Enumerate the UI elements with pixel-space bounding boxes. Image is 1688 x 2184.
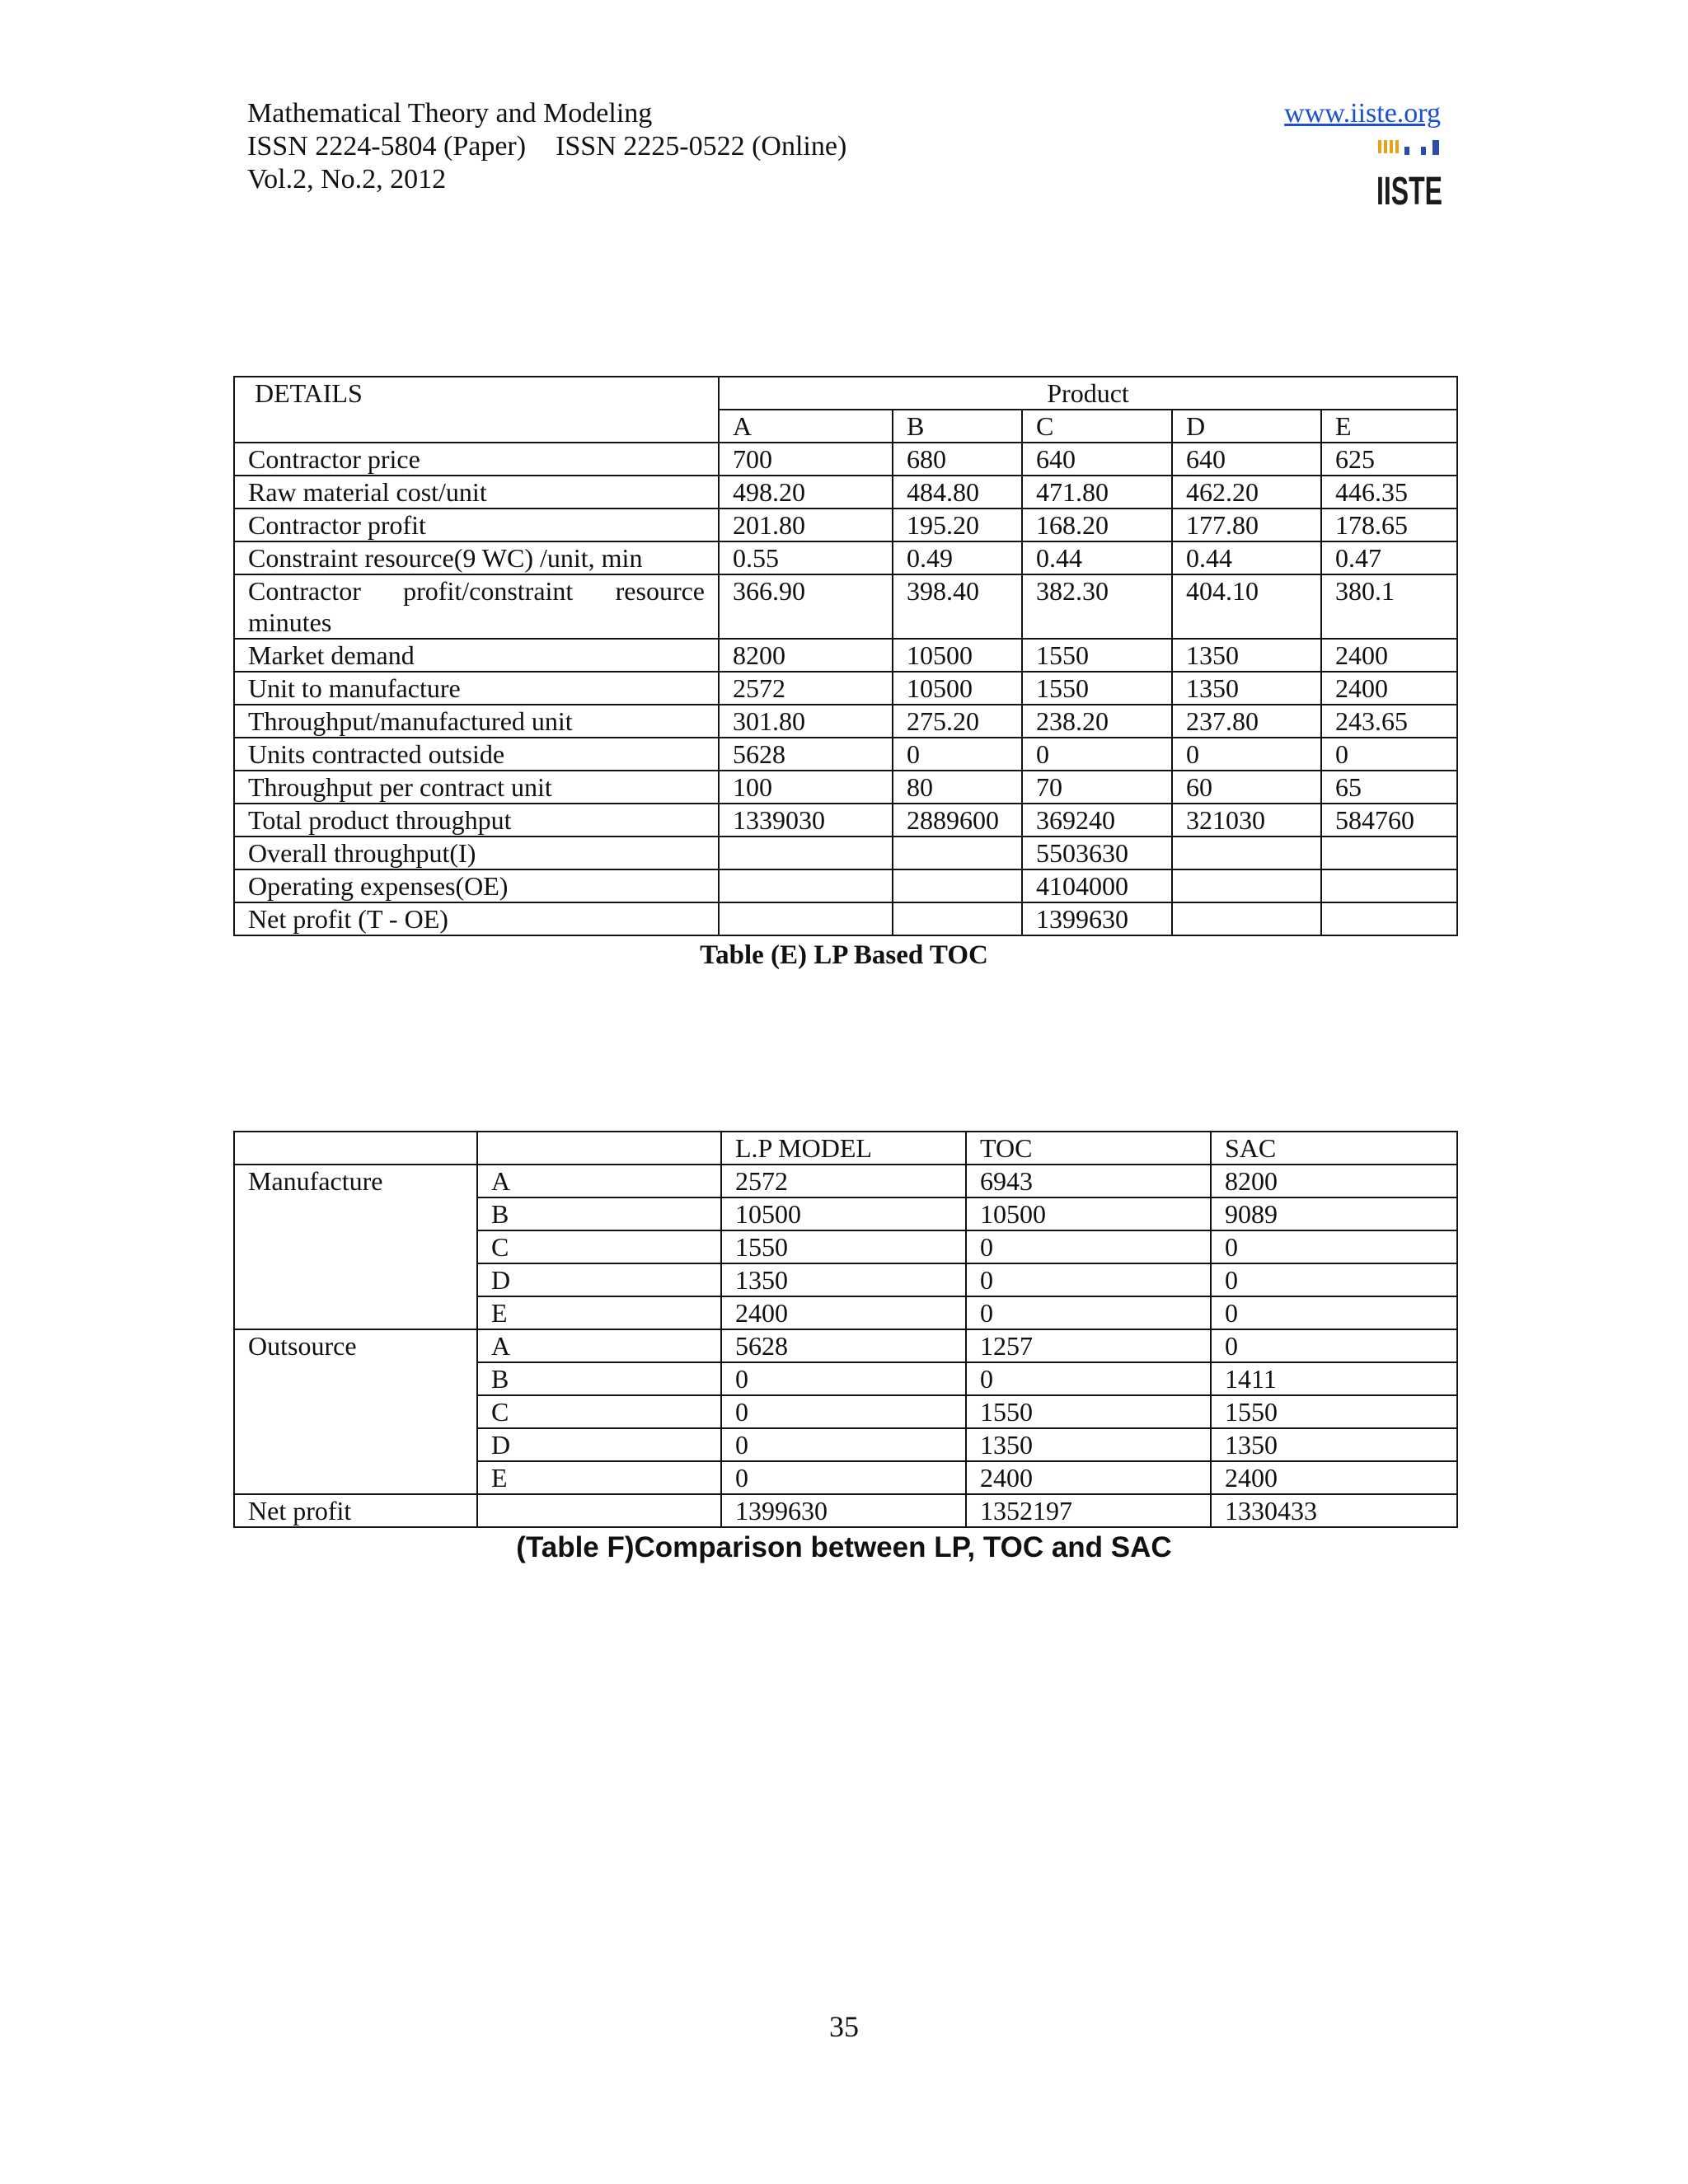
table-cell: 1550 xyxy=(1022,672,1172,705)
table-cell: 484.80 xyxy=(893,476,1022,509)
comparison-table xyxy=(233,1131,1458,1528)
table-cell: 2889600 xyxy=(893,804,1022,837)
table-cell: 462.20 xyxy=(1172,476,1321,509)
table-cell: 6943 xyxy=(966,1165,1211,1197)
table-cell: 404.10 xyxy=(1172,574,1321,639)
table-cell: 1350 xyxy=(1172,672,1321,705)
table-cell: 1350 xyxy=(721,1263,966,1296)
table-cell xyxy=(719,869,893,902)
row-label: Raw material cost/unit xyxy=(234,476,719,509)
table-cell: 0.47 xyxy=(1321,541,1457,574)
table-cell: 5628 xyxy=(719,738,893,771)
table-cell: 1330433 xyxy=(1211,1494,1457,1527)
table-cell: 0 xyxy=(1211,1296,1457,1329)
table-cell: 10500 xyxy=(893,672,1022,705)
table-cell: 380.1 xyxy=(1321,574,1457,639)
table-cell xyxy=(1321,902,1457,935)
product-cell: E xyxy=(477,1461,721,1494)
table-cell: 640 xyxy=(1022,443,1172,476)
table-cell: 80 xyxy=(893,771,1022,804)
row-label: Overall throughput(I) xyxy=(234,837,719,869)
row-label: Throughput/manufactured unit xyxy=(234,705,719,738)
group-label: Manufacture xyxy=(234,1165,477,1329)
table-cell: 195.20 xyxy=(893,509,1022,541)
table-cell: 0 xyxy=(966,1230,1211,1263)
table-cell: 1350 xyxy=(1172,639,1321,672)
product-cell: C xyxy=(477,1230,721,1263)
product-cell: D xyxy=(477,1428,721,1461)
table-cell: 65 xyxy=(1321,771,1457,804)
column-header: B xyxy=(893,410,1022,443)
product-cell: B xyxy=(477,1197,721,1230)
table-cell: 1350 xyxy=(1211,1428,1457,1461)
table-cell: 177.80 xyxy=(1172,509,1321,541)
table-cell: 0 xyxy=(1211,1263,1457,1296)
table-cell xyxy=(1172,837,1321,869)
table-row xyxy=(234,509,1457,541)
table-row xyxy=(234,837,1457,869)
table-cell: 238.20 xyxy=(1022,705,1172,738)
table-cell: 168.20 xyxy=(1022,509,1172,541)
table-cell: 1550 xyxy=(1022,639,1172,672)
product-header: Product xyxy=(719,377,1457,410)
page-number: 35 xyxy=(829,2010,859,2043)
table-cell: 0 xyxy=(721,1461,966,1494)
table-cell: 1550 xyxy=(1211,1395,1457,1428)
table-cell: 446.35 xyxy=(1321,476,1457,509)
table-cell: 178.65 xyxy=(1321,509,1457,541)
row-label: Net profit (T - OE) xyxy=(234,902,719,935)
column-header: E xyxy=(1321,410,1457,443)
table-cell: 640 xyxy=(1172,443,1321,476)
table-cell: 1411 xyxy=(1211,1362,1457,1395)
website-link[interactable]: www.iiste.org xyxy=(1284,98,1441,129)
table-cell xyxy=(893,902,1022,935)
table-cell: 100 xyxy=(719,771,893,804)
table-row xyxy=(234,443,1457,476)
table-cell: 2572 xyxy=(721,1165,966,1197)
table-cell: 2400 xyxy=(721,1296,966,1329)
product-cell: D xyxy=(477,1263,721,1296)
table-cell: 0 xyxy=(1172,738,1321,771)
row-label: Constraint resource(9 WC) /unit, min xyxy=(234,541,719,574)
issn-online: ISSN 2225-0522 (Online) xyxy=(556,131,847,162)
product-cell: B xyxy=(477,1362,721,1395)
product-cell: C xyxy=(477,1395,721,1428)
table-cell xyxy=(1321,837,1457,869)
details-header: DETAILS xyxy=(234,377,719,443)
table-cell: 0 xyxy=(1022,738,1172,771)
table-cell: 8200 xyxy=(719,639,893,672)
table-row xyxy=(234,1329,1457,1362)
table-cell: 70 xyxy=(1022,771,1172,804)
column-header: D xyxy=(1172,410,1321,443)
table-cell: 60 xyxy=(1172,771,1321,804)
table-cell: 0 xyxy=(721,1428,966,1461)
table-cell: 275.20 xyxy=(893,705,1022,738)
table-cell xyxy=(893,837,1022,869)
table-cell: 2400 xyxy=(966,1461,1211,1494)
table-cell: 5628 xyxy=(721,1329,966,1362)
table-cell: 10500 xyxy=(721,1197,966,1230)
table-row xyxy=(234,574,1457,639)
table-cell: 201.80 xyxy=(719,509,893,541)
row-label: Contractor price xyxy=(234,443,719,476)
table-cell xyxy=(1321,869,1457,902)
table-cell: 382.30 xyxy=(1022,574,1172,639)
table-cell xyxy=(1172,902,1321,935)
table-cell xyxy=(1172,869,1321,902)
product-cell: A xyxy=(477,1329,721,1362)
table-cell: 0 xyxy=(966,1362,1211,1395)
volume-info: Vol.2, No.2, 2012 xyxy=(247,164,447,194)
journal-title: Mathematical Theory and Modeling xyxy=(247,98,653,129)
table-cell: 0.44 xyxy=(1022,541,1172,574)
row-label: Contractor profit/constraint resource minutes xyxy=(234,574,719,639)
table-cell: 471.80 xyxy=(1022,476,1172,509)
group-label: Outsource xyxy=(234,1329,477,1494)
table-cell: 0 xyxy=(893,738,1022,771)
product-cell: E xyxy=(477,1296,721,1329)
table-row xyxy=(234,541,1457,574)
table-row xyxy=(234,804,1457,837)
table-cell: 584760 xyxy=(1321,804,1457,837)
table-cell: 0 xyxy=(966,1263,1211,1296)
table-row xyxy=(234,639,1457,672)
table-header-row xyxy=(234,1132,1457,1165)
table-cell: 2400 xyxy=(1211,1461,1457,1494)
lp-based-toc-table xyxy=(233,376,1458,936)
column-header: SAC xyxy=(1211,1132,1457,1165)
table-row xyxy=(234,771,1457,804)
journal-header xyxy=(247,97,846,196)
table-cell: 398.40 xyxy=(893,574,1022,639)
table-cell: 1257 xyxy=(966,1329,1211,1362)
column-header: TOC xyxy=(966,1132,1211,1165)
table-cell: 10500 xyxy=(893,639,1022,672)
empty-cell xyxy=(477,1132,721,1165)
row-label: Units contracted outside xyxy=(234,738,719,771)
table-cell: 237.80 xyxy=(1172,705,1321,738)
table-cell xyxy=(893,869,1022,902)
table-cell: 1350 xyxy=(966,1428,1211,1461)
table-cell: 4104000 xyxy=(1022,869,1172,902)
table-row xyxy=(234,705,1457,738)
net-profit-row xyxy=(234,1494,1457,1527)
table-cell: 0 xyxy=(1321,738,1457,771)
table-cell xyxy=(719,902,893,935)
table-cell: 0 xyxy=(1211,1329,1457,1362)
table-cell: 700 xyxy=(719,443,893,476)
table-cell: 1550 xyxy=(721,1230,966,1263)
row-label: Net profit xyxy=(234,1494,477,1527)
empty-cell xyxy=(477,1494,721,1527)
table-cell: 366.90 xyxy=(719,574,893,639)
column-header: A xyxy=(719,410,893,443)
column-header: C xyxy=(1022,410,1172,443)
table-cell: 10500 xyxy=(966,1197,1211,1230)
table-cell: 8200 xyxy=(1211,1165,1457,1197)
table-cell: 0 xyxy=(721,1362,966,1395)
row-label: Market demand xyxy=(234,639,719,672)
row-label: Unit to manufacture xyxy=(234,672,719,705)
table-cell: 1399630 xyxy=(1022,902,1172,935)
issn-paper: ISSN 2224-5804 (Paper) xyxy=(247,131,527,162)
row-label: Contractor profit xyxy=(234,509,719,541)
table-cell: 9089 xyxy=(1211,1197,1457,1230)
table-row xyxy=(234,869,1457,902)
table-cell: 5503630 xyxy=(1022,837,1172,869)
table-row xyxy=(234,738,1457,771)
empty-cell xyxy=(234,1132,477,1165)
product-cell: A xyxy=(477,1165,721,1197)
column-header: L.P MODEL xyxy=(721,1132,966,1165)
table-cell: 0.44 xyxy=(1172,541,1321,574)
table-cell: 498.20 xyxy=(719,476,893,509)
table-e-caption: Table (E) LP Based TOC xyxy=(700,940,988,970)
table-cell: 0 xyxy=(721,1395,966,1428)
table-cell: 1399630 xyxy=(721,1494,966,1527)
table-cell: 243.65 xyxy=(1321,705,1457,738)
table-cell xyxy=(719,837,893,869)
table-cell: 369240 xyxy=(1022,804,1172,837)
table-cell: 2400 xyxy=(1321,672,1457,705)
table-cell: 680 xyxy=(893,443,1022,476)
table-cell: 2400 xyxy=(1321,639,1457,672)
table-cell: 0.49 xyxy=(893,541,1022,574)
row-label: Total product throughput xyxy=(234,804,719,837)
table-cell: 0 xyxy=(1211,1230,1457,1263)
table-cell: 301.80 xyxy=(719,705,893,738)
table-row xyxy=(234,1165,1457,1197)
row-label: Operating expenses(OE) xyxy=(234,869,719,902)
table-row xyxy=(234,902,1457,935)
table-cell: 625 xyxy=(1321,443,1457,476)
logo-text: IISTE xyxy=(1376,170,1442,213)
table-cell: 1352197 xyxy=(966,1494,1211,1527)
table-header-row xyxy=(234,377,1457,410)
table-cell: 1550 xyxy=(966,1395,1211,1428)
row-label: Throughput per contract unit xyxy=(234,771,719,804)
table-cell: 0.55 xyxy=(719,541,893,574)
issn-line xyxy=(247,130,846,163)
table-cell: 0 xyxy=(966,1296,1211,1329)
table-cell: 321030 xyxy=(1172,804,1321,837)
table-f-caption: (Table F)Comparison between LP, TOC and SAC xyxy=(516,1531,1172,1563)
iiste-logo xyxy=(1375,138,1444,213)
table-cell: 2572 xyxy=(719,672,893,705)
table-row xyxy=(234,476,1457,509)
table-cell: 1339030 xyxy=(719,804,893,837)
table-row xyxy=(234,672,1457,705)
